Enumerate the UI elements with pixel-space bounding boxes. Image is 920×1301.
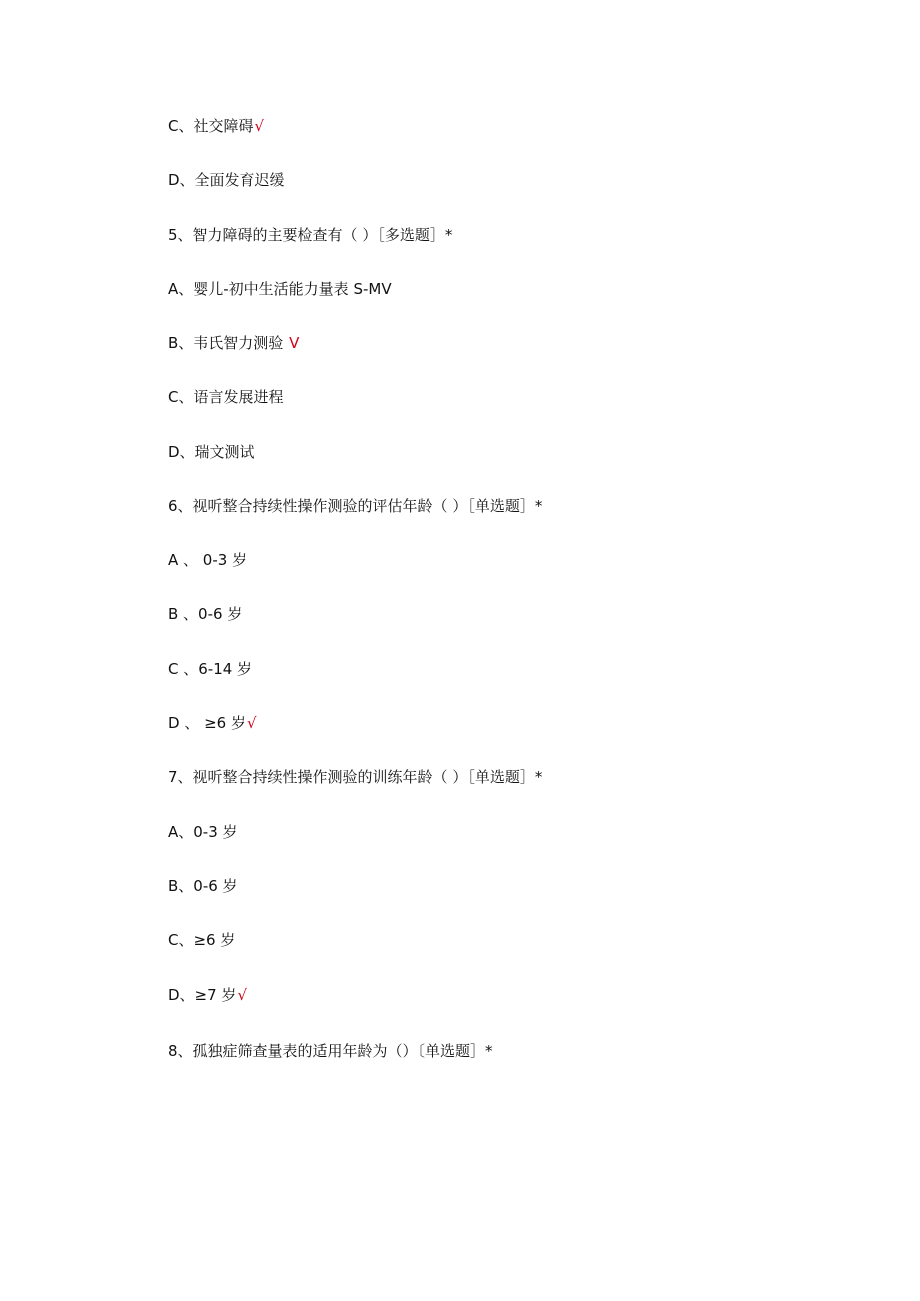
line-text: B、0-6 岁	[168, 877, 238, 895]
line-text: 5、智力障碍的主要检查有（ ）［多选题］*	[168, 226, 453, 244]
option-line	[168, 442, 256, 462]
question-line	[168, 225, 453, 245]
line-text: 7、视听整合持续性操作测验的训练年龄（ ）［单选题］*	[168, 768, 543, 786]
option-line	[168, 876, 239, 896]
option-line	[168, 333, 299, 353]
option-line	[168, 930, 236, 950]
answer-check-mark: V	[289, 334, 300, 352]
line-text: D、≥7 岁	[168, 986, 237, 1004]
line-text: C、≥6 岁	[168, 931, 236, 949]
answer-check-mark: √	[246, 714, 257, 732]
line-text: A、0-3 岁	[168, 823, 238, 841]
line-text: 8、孤独症筛查量表的适用年龄为（）〔单选题］*	[168, 1042, 493, 1060]
option-line	[168, 387, 284, 407]
option-line	[168, 713, 257, 733]
answer-check-mark: √	[237, 986, 247, 1004]
question-line	[168, 1041, 494, 1061]
line-text: B 、0-6 岁	[168, 605, 243, 623]
line-text: D、全面发育迟缓	[168, 171, 285, 189]
option-line	[168, 659, 253, 679]
line-text: B、韦氏智力测验	[168, 334, 289, 352]
question-line	[168, 767, 543, 787]
option-line	[168, 550, 248, 570]
line-text: C、社交障碍	[168, 117, 254, 135]
option-line	[168, 822, 239, 842]
line-text: C、语言发展进程	[168, 388, 284, 406]
option-line	[168, 604, 243, 624]
option-line	[168, 116, 264, 136]
question-line	[168, 496, 543, 516]
line-text: D 、 ≥6 岁	[168, 714, 246, 732]
line-text: C 、6-14 岁	[168, 660, 253, 678]
option-line	[168, 985, 247, 1005]
line-text: A 、 0-3 岁	[168, 551, 248, 569]
answer-check-mark: √	[254, 117, 265, 135]
line-text: A、婴儿-初中生活能力量表 S-MV	[168, 280, 392, 298]
option-line	[168, 170, 286, 190]
line-text: 6、视听整合持续性操作测验的评估年龄（ ）［单选题］*	[168, 497, 543, 515]
option-line	[168, 279, 393, 299]
line-text: D、瑞文测试	[168, 443, 255, 461]
